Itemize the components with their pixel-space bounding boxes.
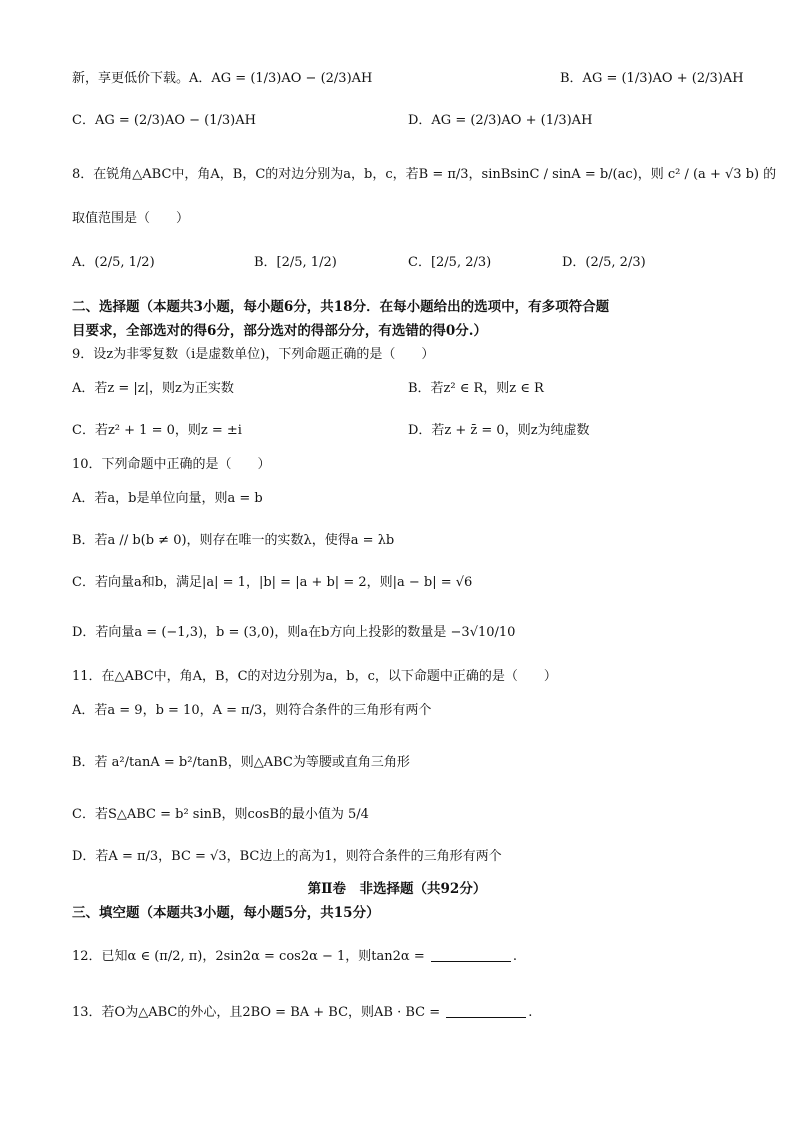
q8-option-a: A．(2/5, 1/2) xyxy=(72,255,155,270)
q10-option-b: B．若a // b(b ≠ 0)，则存在唯一的实数λ，使得a = λb xyxy=(72,533,395,548)
section-3-heading: 三、填空题（本题共3小题，每小题5分，共15分） xyxy=(72,905,380,921)
q11-option-a: A．若a = 9，b = 10，A = π/3，则符合条件的三角形有两个 xyxy=(72,703,432,718)
q8-stem: 8．在锐角△ABC中，角A，B，C的对边分别为a，b，c，若B = π/3，sinBsinC / sinA = b/(ac)，则 c² / (a + √3 b) 的 xyxy=(72,167,777,182)
section-2-heading-cont: 目要求，全部选对的得6分，部分选对的得部分分，有选错的得0分.） xyxy=(72,323,487,339)
q8-stem-cont: 取值范围是（ ） xyxy=(72,211,190,226)
q11-stem: 11．在△ABC中，角A，B，C的对边分别为a，b，c，以下命题中正确的是（ ） xyxy=(72,669,557,684)
q9-stem: 9．设z为非零复数（i是虚数单位)，下列命题正确的是（ ） xyxy=(72,347,435,362)
q10-option-d: D．若向量a = (−1,3)，b = (3,0)，则a在b方向上投影的数量是 −3√10/10 xyxy=(72,625,516,640)
part-2-title: 第Ⅱ卷 非选择题（共92分） xyxy=(307,881,487,897)
q9-option-b: B．若z² ∈ R，则z ∈ R xyxy=(408,381,544,396)
q12: 12．已知α ∈ (π/2, π)，2sin2α = cos2α − 1，则tan2α = . xyxy=(72,949,517,964)
q9-option-c: C．若z² + 1 = 0，则z = ±i xyxy=(72,423,242,438)
q8-option-c: C．[2/5, 2/3) xyxy=(408,255,492,270)
q7-option-d: D．AG = (2/3)AO + (1/3)AH xyxy=(408,113,593,128)
q7-option-a: 新，享更低价下载。A．AG = (1/3)AO − (2/3)AH xyxy=(72,71,373,86)
q10-option-a: A．若a，b是单位向量，则a = b xyxy=(72,491,263,506)
q10-option-c: C．若向量a和b，满足|a| = 1，|b| = |a + b| = 2，则|a − b| = √6 xyxy=(72,575,473,590)
answer-blank-q12[interactable] xyxy=(431,961,511,962)
q11-option-c: C．若S△ABC = b² sinB，则cosB的最小值为 5/4 xyxy=(72,807,369,822)
q7-option-c: C．AG = (2/3)AO − (1/3)AH xyxy=(72,113,256,128)
answer-blank-q13[interactable] xyxy=(446,1017,526,1018)
q8-option-b: B．[2/5, 1/2) xyxy=(254,255,337,270)
q11-option-b: B．若 a²/tanA = b²/tanB，则△ABC为等腰或直角三角形 xyxy=(72,755,410,770)
q9-option-a: A．若z = |z|，则z为正实数 xyxy=(72,381,234,396)
section-2-heading: 二、选择题（本题共3小题，每小题6分，共18分．在每小题给出的选项中，有多项符合题 xyxy=(72,299,610,315)
q13: 13．若O为△ABC的外心，且2BO = BA + BC，则AB · BC = . xyxy=(72,1005,533,1020)
q8-option-d: D．(2/5, 2/3) xyxy=(562,255,646,270)
q9-option-d: D．若z + z̄ = 0，则z为纯虚数 xyxy=(408,423,590,438)
q11-option-d: D．若A = π/3，BC = √3，BC边上的高为1，则符合条件的三角形有两个 xyxy=(72,849,502,864)
q10-stem: 10．下列命题中正确的是（ ） xyxy=(72,457,271,472)
q7-option-b: B．AG = (1/3)AO + (2/3)AH xyxy=(560,71,744,86)
